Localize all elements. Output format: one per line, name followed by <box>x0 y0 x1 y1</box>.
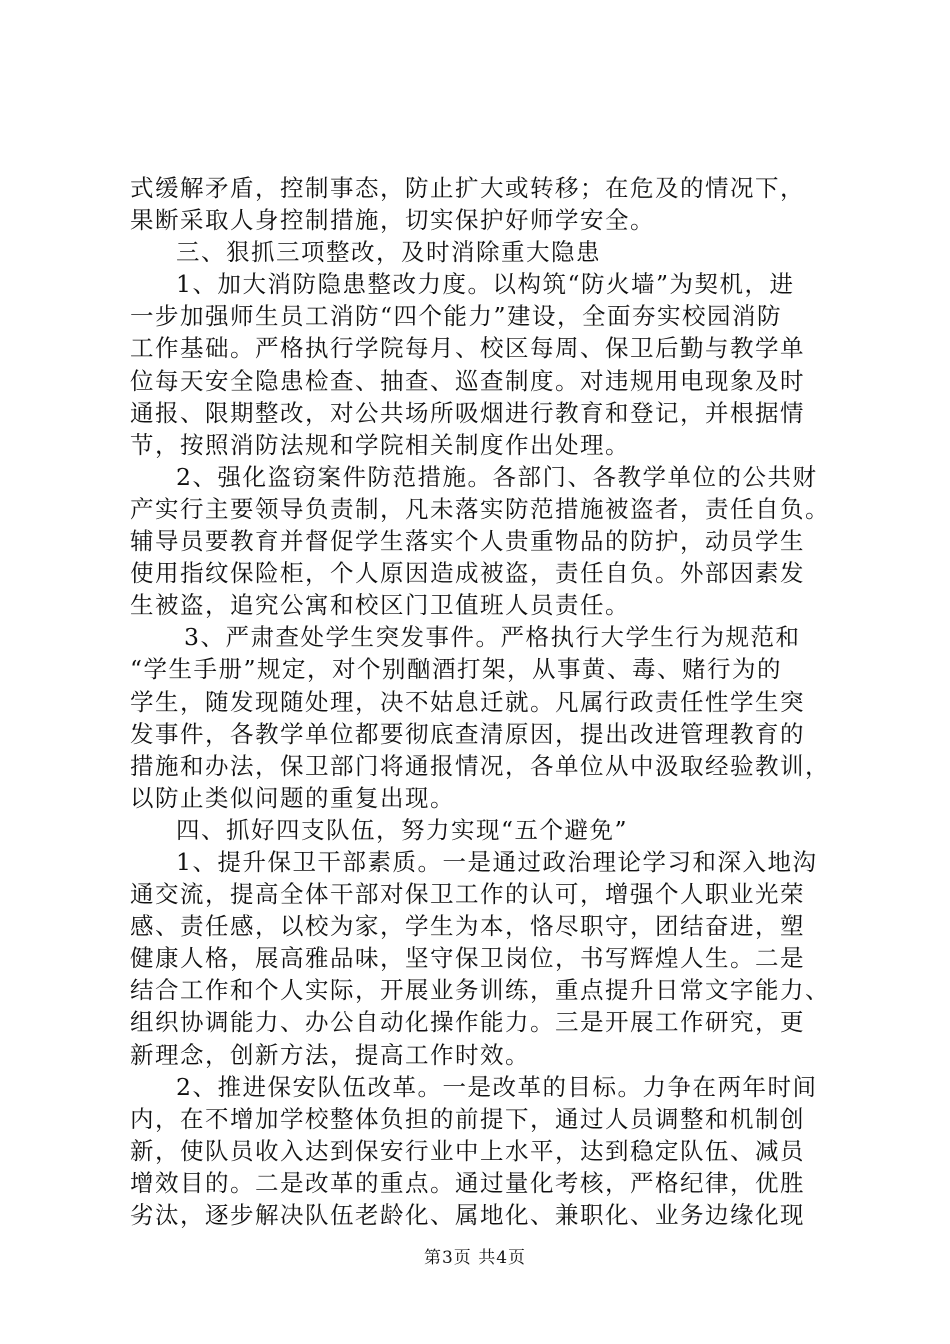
text-line: 措施和办法，保卫部门将通报情况，各单位从中汲取经验教训， <box>130 751 830 780</box>
text-line: 新理念，创新方法，提高工作时效。 <box>130 1040 530 1069</box>
text-line: 劣汰，逐步解决队伍老龄化、属地化、兼职化、业务边缘化现 <box>130 1201 805 1229</box>
section-heading: 四、抓好四支队伍，努力实现“五个避免” <box>176 815 629 844</box>
document-body <box>130 172 835 1231</box>
paragraph-start: 1、加大消防隐患整改力度。以构筑“防火墙”为契机，进 <box>176 270 795 299</box>
text-line: 内，在不增加学校整体负担的前提下，通过人员调整和机制创 <box>130 1104 805 1133</box>
section-heading: 三、狠抓三项整改，及时消除重大隐患 <box>176 238 601 267</box>
text-line: 一步加强师生员工消防“四个能力”建设，全面夯实校园消防 <box>130 302 783 331</box>
text-line: 工作基础。严格执行学院每月、校区每周、保卫后勤与教学单 <box>130 334 805 363</box>
text-line: 位每天安全隐患检查、抽查、巡查制度。对违规用电现象及时 <box>130 366 805 395</box>
text-line: 果断采取人身控制措施，切实保护好师学安全。 <box>130 206 655 235</box>
paragraph-start: 2、推进保安队伍改革。一是改革的目标。力争在两年时间 <box>176 1072 818 1101</box>
text-line: 组织协调能力、办公自动化操作能力。三是开展工作研究，更 <box>130 1008 805 1037</box>
text-line: 结合工作和个人实际，开展业务训练，重点提升日常文字能力、 <box>130 976 830 1005</box>
text-line: 通报、限期整改，对公共场所吸烟进行教育和登记，并根据情 <box>130 398 805 427</box>
paragraph-start: 3、严肃查处学生突发事件。严格执行大学生行为规范和 <box>184 623 801 652</box>
text-line: 以防止类似问题的重复出现。 <box>130 783 455 812</box>
paragraph-start: 1、提升保卫干部素质。一是通过政治理论学习和深入地沟 <box>176 847 818 876</box>
text-line: 使用指纹保险柜，个人原因造成被盗，责任自负。外部因素发 <box>130 559 805 588</box>
text-line: 辅导员要教育并督促学生落实个人贵重物品的防护，动员学生 <box>130 527 805 556</box>
text-line: 产实行主要领导负责制，凡未落实防范措施被盗者，责任自负。 <box>130 494 830 523</box>
text-line: 发事件，各教学单位都要彻底查清原因，提出改进管理教育的 <box>130 719 805 748</box>
text-line: 式缓解矛盾，控制事态，防止扩大或转移；在危及的情况下， <box>130 174 805 202</box>
page-number-footer: 第3页 共4页 <box>423 1248 527 1268</box>
text-line: 节，按照消防法规和学院相关制度作出处理。 <box>130 430 630 459</box>
text-line: 健康人格，展高雅品味，坚守保卫岗位，书写辉煌人生。二是 <box>130 944 805 973</box>
text-line: 通交流，提高全体干部对保卫工作的认可，增强个人职业光荣 <box>130 880 805 909</box>
text-line: 生被盗，追究公寓和校区门卫值班人员责任。 <box>130 591 630 620</box>
text-line: 新，使队员收入达到保安行业中上水平，达到稳定队伍、减员 <box>130 1136 805 1165</box>
text-line: 学生，随发现随处理，决不姑息迁就。凡属行政责任性学生突 <box>130 687 805 716</box>
text-line: 感、责任感，以校为家，学生为本，恪尽职守，团结奋进，塑 <box>130 912 805 941</box>
text-line: “学生手册”规定，对个别酗酒打架，从事黄、毒、赌行为的 <box>130 655 783 684</box>
paragraph-start: 2、强化盗窃案件防范措施。各部门、各教学单位的公共财 <box>176 462 818 491</box>
text-line: 增效目的。二是改革的重点。通过量化考核，严格纪律，优胜 <box>130 1168 805 1197</box>
